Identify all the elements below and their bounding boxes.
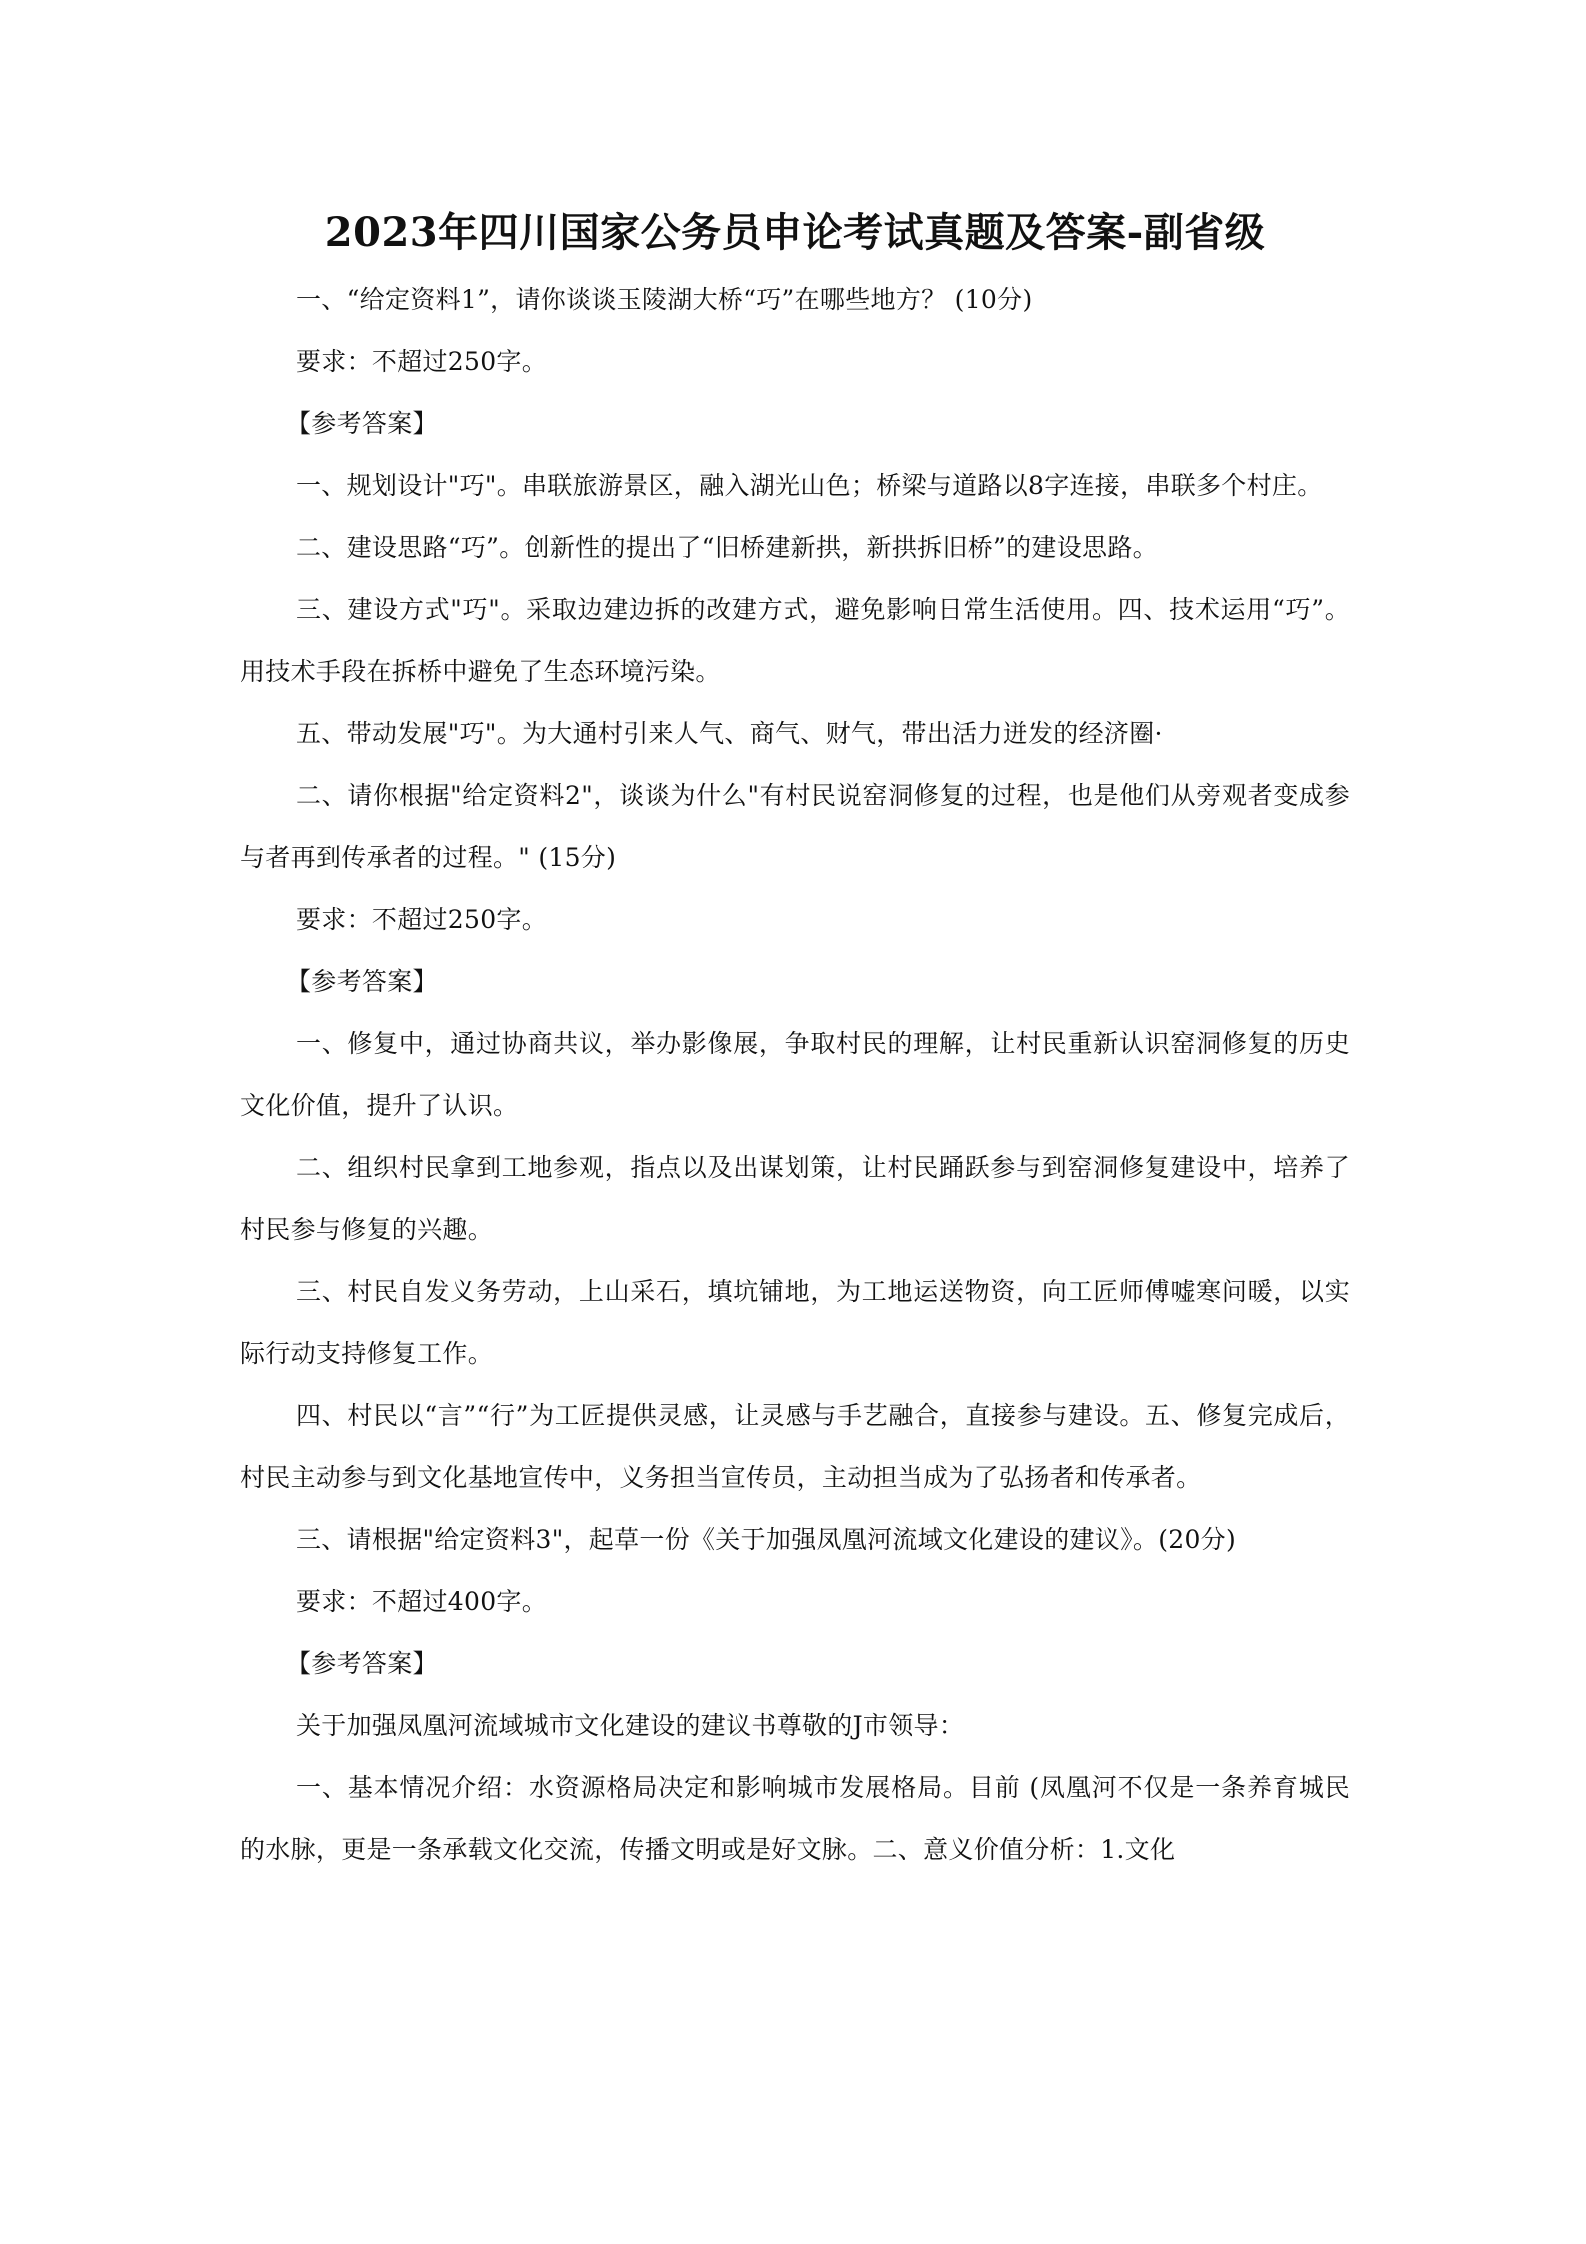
document-title: 2023年四川国家公务员申论考试真题及答案-副省级 bbox=[324, 209, 1266, 256]
answer-2-point-1: 一、修复中，通过协商共议，举办影像展，争取村民的理解，让村民重新认识窑洞修复的历史文化价值，提升了认识。 bbox=[240, 1029, 1350, 1120]
answer-3-salutation: 关于加强凤凰河流域城市文化建设的建议书尊敬的J市领导： bbox=[296, 1711, 965, 1740]
answer-1-point-5: 五、带动发展"巧"。为大通村引来人气、商气、财气，带出活力迸发的经济圈· bbox=[296, 719, 1163, 748]
answer-3-body: 一、基本情况介绍：水资源格局决定和影响城市发展格局。目前 (凤凰河不仅是一条养育城民的水脉，更是一条承载文化交流，传播文明或是好文脉。二、意义价值分析：1.文化 bbox=[240, 1773, 1350, 1864]
question-1: 一、“给定资料1”，请你谈谈玉陵湖大桥“巧”在哪些地方？ (10分) bbox=[296, 285, 1033, 314]
requirement-2: 要求：不超过250字。 bbox=[296, 905, 548, 934]
answer-2-point-4: 四、村民以“言”“行”为工匠提供灵感，让灵感与手艺融合，直接参与建设。五、修复完成后，村民主动参与到文化基地宣传中，义务担当宣传员，主动担当成为了弘扬者和传承者。 bbox=[240, 1401, 1350, 1492]
answer-1-point-3: 三、建设方式"巧"。采取边建边拆的改建方式，避免影响日常生活使用。四、技术运用“巧”。用技术手段在拆桥中避免了生态环境污染。 bbox=[240, 595, 1350, 686]
question-3: 三、请根据"给定资料3"，起草一份《关于加强凤凰河流域文化建设的建议》。(20分) bbox=[296, 1525, 1237, 1554]
answer-heading-1: 【参考答案】 bbox=[286, 409, 438, 438]
answer-1-point-1: 一、规划设计"巧"。串联旅游景区，融入湖光山色；桥梁与道路以8字连接，串联多个村庄。 bbox=[296, 471, 1323, 500]
answer-1-point-2: 二、建设思路“巧”。创新性的提出了“旧桥建新拱，新拱拆旧桥”的建设思路。 bbox=[296, 533, 1158, 562]
question-2: 二、请你根据"给定资料2"，谈谈为什么"有村民说窑洞修复的过程，也是他们从旁观者变成参与者再到传承者的过程。" (15分) bbox=[240, 781, 1350, 872]
answer-heading-3: 【参考答案】 bbox=[286, 1649, 438, 1678]
requirement-3: 要求：不超过400字。 bbox=[296, 1587, 548, 1616]
answer-2-point-2: 二、组织村民拿到工地参观，指点以及出谋划策，让村民踊跃参与到窑洞修复建设中，培养了村民参与修复的兴趣。 bbox=[240, 1153, 1350, 1244]
answer-heading-2: 【参考答案】 bbox=[286, 967, 438, 996]
document-page bbox=[240, 205, 1350, 1881]
answer-2-point-3: 三、村民自发义务劳动，上山采石，填坑铺地，为工地运送物资，向工匠师傅嘘寒问暖，以实际行动支持修复工作。 bbox=[240, 1277, 1350, 1368]
requirement-1: 要求：不超过250字。 bbox=[296, 347, 548, 376]
